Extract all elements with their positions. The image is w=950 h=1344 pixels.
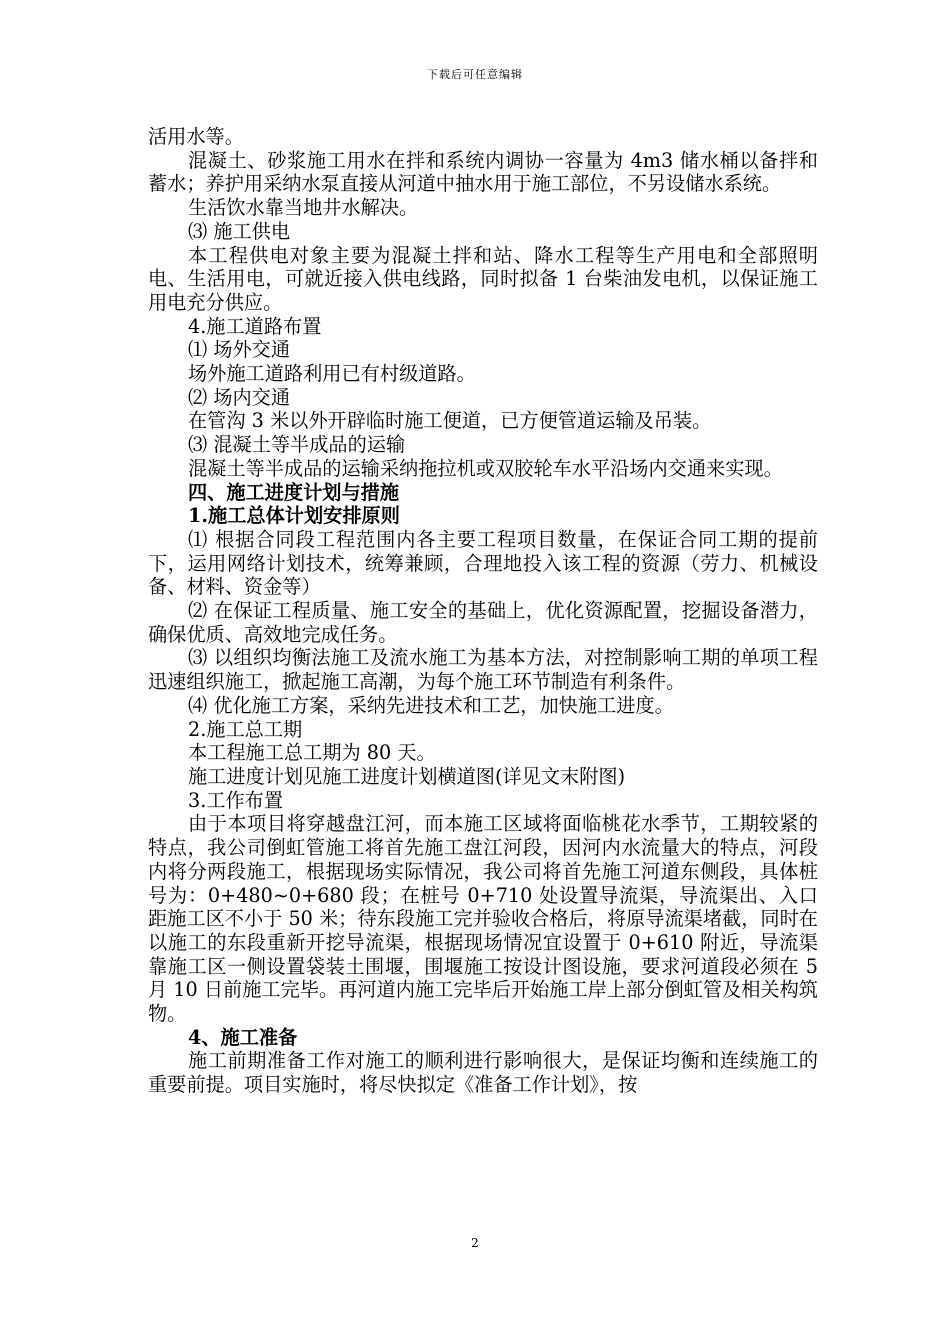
paragraph: ⑷ 优化施工方案，采纳先进技术和工艺，加快施工进度。	[188, 693, 674, 717]
page-number: 2	[471, 1236, 479, 1250]
paragraph: 活用水等。	[148, 125, 244, 148]
paragraph: 在管沟 3 米以外开辟临时施工便道，已方便管道运输及吊装。	[188, 409, 712, 433]
section-heading: 1.施工总体计划安排原则	[188, 504, 400, 528]
subsection-title: ⑵ 场内交通	[188, 385, 291, 409]
document-body	[148, 125, 818, 1097]
subsection-title: ⑴ 场外交通	[188, 338, 291, 362]
subsection-title: ⑶ 混凝土等半成品的运输	[188, 433, 406, 457]
paragraph: ⑴ 根据合同段工程范围内各主要工程项目数量，在保证合同工期的提前下，运用网络计划技术，统筹兼顾，合理地投入该工程的资源（劳力、机械设备、材料、资金等）	[148, 527, 818, 599]
paragraph: 生活饮水靠当地井水解决。	[188, 196, 419, 220]
subsection-title: 4.施工道路布置	[188, 314, 322, 338]
section-heading: 4、施工准备	[188, 1025, 298, 1049]
paragraph: 本工程供电对象主要为混凝土拌和站、降水工程等生产用电和全部照明电、生活用电，可就近接入供电线路，同时拟备 1 台柴油发电机，以保证施工用电充分供应。	[148, 243, 818, 314]
section-heading: 四、施工进度计划与措施	[188, 480, 400, 504]
paragraph: 混凝土等半成品的运输采纳拖拉机或双胶轮车水平沿场内交通来实现。	[188, 456, 783, 480]
subsection-title: ⑶ 施工供电	[188, 219, 291, 243]
paragraph: 由于本项目将穿越盘江河，而本施工区域将面临桃花水季节，工期较紧的特点，我公司倒虹管施工将首先施工盘江河段，因河内水流量大的特点，河段内将分两段施工，根据现场实际情况，我公司将首先施工河道东侧段，具体桩号为：0+480~0+680 段；在桩号 0+710 处设置导流渠，导流渠出、入口距施工区不小于 50 米；待东段施工完并验收合格后，将原导流渠堵截，同时在以施工的东段重新开挖导流渠，根据现场情况宜设置于 0+610 附近，导流渠靠施工区一侧设置袋装土围堰，围堰施工按设计图设施，要求河道段必须在 5 月 10 日前施工完毕。再河道内施工完毕后开始施工岸上部分倒虹管及相关构筑物。	[148, 812, 818, 1026]
paragraph: 本工程施工总工期为 80 天。	[188, 741, 436, 765]
paragraph: 施工进度计划见施工进度计划横道图(详见文末附图)	[188, 764, 626, 788]
header-note: 下载后可任意编辑	[427, 68, 523, 81]
subsection-title: 2.施工总工期	[188, 717, 303, 741]
paragraph: ⑵ 在保证工程质量、施工安全的基础上，优化资源配置，挖掘设备潜力，确保优质、高效地完成任务。	[148, 599, 818, 646]
paragraph: ⑶ 以组织均衡法施工及流水施工为基本方法，对控制影响工期的单项工程迅速组织施工，掀起施工高潮，为每个施工环节制造有利条件。	[148, 646, 818, 694]
paragraph: 场外施工道路利用已有村级道路。	[188, 362, 476, 386]
subsection-title: 3.工作布置	[188, 788, 284, 812]
paragraph: 施工前期准备工作对施工的顺利进行影响很大，是保证均衡和连续施工的重要前提。项目实施时，将尽快拟定《准备工作计划》，按	[148, 1049, 818, 1097]
paragraph: 混凝土、砂浆施工用水在拌和系统内调协一容量为 4m3 储水桶以备拌和蓄水；养护用采纳水泵直接从河道中抽水用于施工部位，不另设储水系统。	[148, 148, 818, 196]
